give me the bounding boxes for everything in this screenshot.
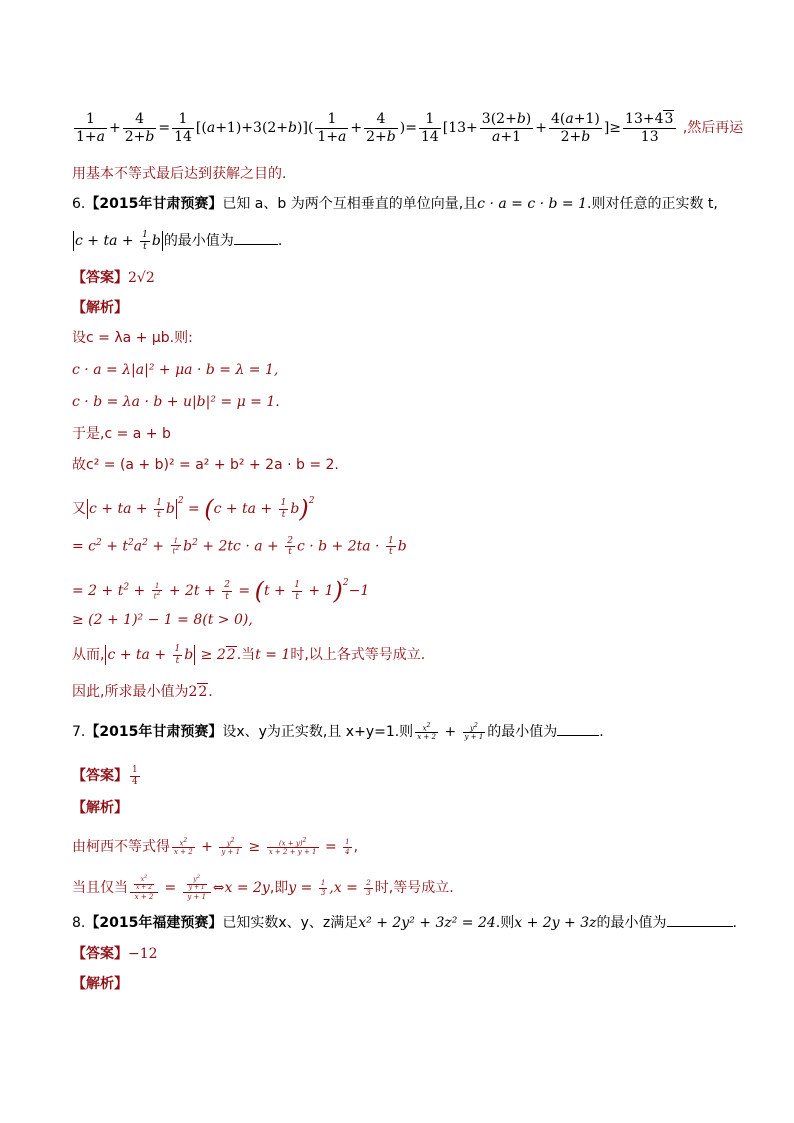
- q6-sol-7: = $2 + t^2$ + $\frac{1}{t^2}$ + 2t + $\frac{2}{t}$ = (t + $\frac{1}{t}$ + 1)$^2$−1: [72, 577, 370, 605]
- q7-answer-blank: [557, 721, 599, 736]
- q7-stem: 7.【2015年甘肃预赛】设x、y为正实数,且 x+y=1.则 $\frac{x^2}{x + 2}$ + $\frac{y^2}{y + 1}$ 的最小值为 .: [72, 721, 604, 742]
- q6-answer-blank: [234, 230, 278, 245]
- q6-answer-value: 2√2: [128, 270, 155, 286]
- q6-source: 【2015年甘肃预赛】: [85, 196, 223, 212]
- q6-stem-c: 的最小值为: [163, 233, 234, 249]
- intro-line2: 用基本不等式最后达到获解之目的.: [72, 166, 287, 182]
- q7-stem-a: 设x、y为正实数,且 x+y=1.则: [222, 724, 414, 740]
- q8-answer-label: 【答案】: [72, 946, 128, 962]
- q7-answer-label: 【答案】: [72, 768, 128, 784]
- intro-tail: ,然后再运: [682, 120, 744, 136]
- q6-sol-10: 因此,所求最小值为22.: [72, 684, 213, 700]
- q6-sol-0: 设c = λa + μb.则:: [72, 330, 193, 346]
- q8-expression: x + 2y + 3z: [514, 915, 597, 931]
- q7-source: 【2015年甘肃预赛】: [85, 724, 223, 740]
- q8-stem: 8.【2015年福建预赛】已知实数x、y、z满足x² + 2y² + 3z² = 24.则x + 2y + 3z的最小值为 .: [72, 912, 737, 933]
- q6-sol-9: 从而, c + ta + $\frac{1}{t}$ b ≥ 22.当t = 1时,以上各式等号成立.: [72, 644, 426, 666]
- q8-condition: x² + 2y² + 3z² = 24: [358, 915, 496, 931]
- q6-analysis-label: 【解析】: [72, 300, 128, 316]
- q6-answer: [72, 268, 155, 288]
- q6-sol-1: c · a = λ|a|² + μa · b = λ = 1,: [72, 362, 279, 378]
- q7-sol-1: 由柯西不等式得 $\frac{x^2}{x + 2}$ + $\frac{y^2}{y + 1}$ ≥ $\frac{(x + y)^2}{x + 2 + y + 1}$ = $\frac{1}{4}$ ,: [72, 836, 359, 857]
- intro-formula: $\frac{1}{1+a}$ + $\frac{4}{2+b}$ = $\frac{1}{14}$ [(a+1)+3(2+b)]( $\frac{1}{1+a}$ + $\frac{4}{2+b}$ )= $\frac{1}{14}$ [13+ $\frac{3(2+b)}{a+1}$ + $\frac{4(a+1)}{2+b}$ ]≥ $\frac{13+43}{13}$ ,然后再运: [76, 111, 744, 145]
- q7-number: 7.: [72, 724, 86, 740]
- q6-stem-a: 已知 a、b 为两个互相垂直的单位向量,且: [222, 196, 478, 212]
- q8-answer-value: −12: [128, 946, 158, 962]
- q6-sol-4: 故c² = (a + b)² = a² + b² + 2a · b = 2.: [72, 457, 339, 473]
- q6-stem-line2: c + ta + $\frac{1}{t}$ b 的最小值为 .: [75, 230, 283, 252]
- q8-answer: [72, 944, 158, 964]
- q6-sol-5: 又 c + ta + $\frac{1}{t}$ b $^2$ = (c + ta + $\frac{1}{t}$ b)$^2$: [72, 495, 315, 523]
- q8-analysis-label: 【解析】: [72, 976, 128, 992]
- q8-stem-b: .则: [495, 915, 515, 931]
- q7-sol-2: 当且仅当 $\frac{\frac{x^2}{x + 2}}{x + 2}$ = $\frac{\frac{y^2}{y + 1}}{y + 1}$ ⇔x = 2y,即y = $\frac{1}{3}$ ,x = $\frac{2}{3}$ 时,等号成立.: [72, 874, 454, 901]
- q8-number: 8.: [72, 915, 86, 931]
- q7-stem-b: 的最小值为: [487, 724, 558, 740]
- q6-answer-label: 【答案】: [72, 270, 128, 286]
- q6-sol-6: = $c^2 + t^2a^2$ + $\frac{1}{t^2}$ $b^2 + 2tc \cdot a$ + $\frac{2}{t}$ c · b + 2ta · $\frac{1}{t}$ b: [72, 535, 407, 558]
- q7-answer: 【答案】 $\frac{1}{4}$: [72, 765, 138, 787]
- q6-stem: [72, 194, 718, 214]
- q6-sol-8: ≥ (2 + 1)² − 1 = 8(t > 0),: [72, 612, 253, 628]
- q8-answer-blank: [667, 912, 733, 927]
- q7-analysis-label: 【解析】: [72, 800, 128, 816]
- q6-sol-3: 于是,c = a + b: [72, 426, 171, 442]
- q6-sol-2: c · b = λa · b + u|b|² = μ = 1.: [72, 394, 280, 410]
- q6-condition: c · a = c · b = 1: [477, 196, 588, 212]
- q6-stem-b: .则对任意的正实数 t,: [587, 196, 718, 212]
- q8-source: 【2015年福建预赛】: [85, 915, 223, 931]
- q8-stem-a: 已知实数x、y、z满足: [222, 915, 359, 931]
- q6-number: 6.: [72, 196, 86, 212]
- q8-stem-c: 的最小值为: [596, 915, 667, 931]
